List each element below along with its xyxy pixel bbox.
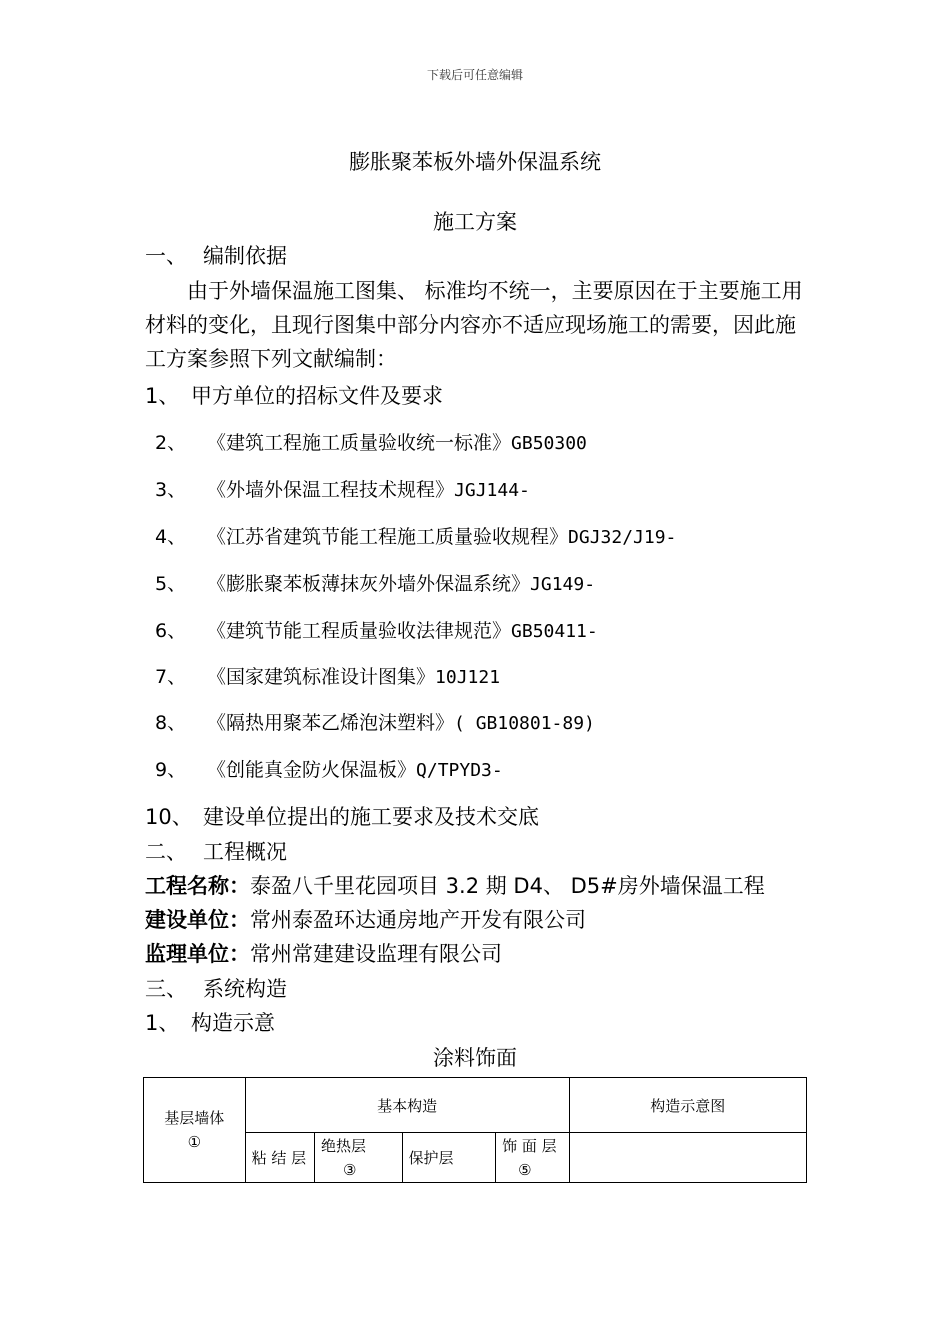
reference-item [155, 522, 676, 549]
section-title: 工程概况 [203, 840, 287, 864]
reference-code: Q/TPYD3- [416, 760, 503, 781]
layer-number: ⑤ [518, 1160, 532, 1179]
bonding-layer-cell [245, 1133, 314, 1183]
basic-structure-cell: 基本构造 [245, 1078, 569, 1133]
section-number: 二、 [145, 840, 187, 864]
reference-number: 2、 [155, 432, 187, 454]
reference-code: 10J121 [435, 667, 501, 688]
reference-number: 5、 [155, 573, 187, 595]
info-label: 建设单位： [145, 908, 250, 932]
reference-code: JGJ144- [454, 480, 530, 501]
layer-label: 饰 面 层 [502, 1136, 557, 1155]
section-number: 一、 [145, 244, 187, 268]
reference-number: 4、 [155, 526, 187, 548]
layer-number: ③ [343, 1160, 357, 1179]
reference-number: 6、 [155, 620, 187, 642]
coating-title: 涂料饰面 [433, 1046, 517, 1070]
section-heading-2 [145, 836, 287, 866]
reference-text: 建设单位提出的施工要求及技术交底 [203, 805, 539, 829]
reference-code: GB50411- [511, 621, 598, 642]
builder-row [145, 904, 586, 934]
subsection-number: 1、 [145, 1011, 180, 1035]
protective-layer-cell [402, 1133, 496, 1183]
reference-item [155, 569, 595, 596]
reference-item [155, 428, 587, 455]
reference-code: JG149- [530, 574, 596, 595]
document-title: 膨胀聚苯板外墙外保温系统 [349, 150, 601, 174]
reference-item [155, 616, 598, 643]
diagram-header-cell: 构造示意图 [569, 1078, 806, 1133]
layer-label: 绝热层 [321, 1136, 367, 1155]
reference-text: 《创能真金防火保温板》 [207, 759, 417, 781]
reference-number: 9、 [155, 759, 187, 781]
header-note: 下载后可任意编辑 [426, 68, 523, 82]
reference-number: 1、 [145, 384, 180, 408]
reference-text: 《外墙外保温工程技术规程》 [207, 479, 455, 501]
info-value: 常州常建建设监理有限公司 [250, 942, 502, 966]
reference-text: 《国家建筑标准设计图集》 [207, 666, 436, 688]
reference-code: ( GB10801-89) [454, 713, 595, 734]
project-name-row [145, 870, 765, 900]
info-value: 泰盈八千里花园项目 3.2 期 D4、 D5#房外墙保温工程 [250, 874, 765, 898]
section-title: 编制依据 [203, 244, 287, 268]
section-heading-1 [145, 240, 287, 270]
section-title: 系统构造 [203, 977, 287, 1001]
base-wall-number: ① [187, 1133, 202, 1151]
reference-number: 7、 [155, 666, 187, 688]
subsection-title: 构造示意 [191, 1011, 275, 1035]
section-heading-3 [145, 973, 287, 1003]
info-label: 监理单位： [145, 942, 250, 966]
layer-label: 粘 结 层 [251, 1148, 307, 1167]
section-number: 三、 [145, 977, 187, 1001]
reference-text: 《膨胀聚苯板薄抹灰外墙外保温系统》 [207, 573, 531, 595]
info-value: 常州泰盈环达通房地产开发有限公司 [250, 908, 586, 932]
reference-item [145, 801, 539, 831]
reference-item [145, 380, 443, 410]
base-wall-cell [144, 1078, 246, 1183]
reference-code: GB50300 [511, 433, 587, 454]
supervisor-row [145, 938, 502, 968]
document-subtitle: 施工方案 [433, 210, 517, 234]
reference-number: 10、 [145, 805, 193, 829]
reference-text: 《隔热用聚苯乙烯泡沫塑料》 [207, 712, 455, 734]
base-wall-label: 基层墙体 [164, 1109, 225, 1127]
reference-text: 《建筑节能工程质量验收法律规范》 [207, 620, 512, 642]
finish-layer-cell [496, 1133, 569, 1183]
reference-text: 《建筑工程施工质量验收统一标准》 [207, 432, 512, 454]
reference-item [155, 662, 500, 689]
insulation-layer-cell [315, 1133, 403, 1183]
diagram-cell [569, 1133, 806, 1183]
info-label: 工程名称： [145, 874, 250, 898]
layer-label: 保护层 [408, 1148, 454, 1167]
reference-number: 8、 [155, 712, 187, 734]
reference-number: 3、 [155, 479, 187, 501]
reference-text: 甲方单位的招标文件及要求 [191, 384, 443, 408]
intro-paragraph: 由于外墙保温施工图集、 标准均不统一，主要原因在于主要施工用材料的变化，且现行图集中部分内容亦不适应现场施工的需要，因此施工方案参照下列文献编制： [145, 279, 803, 371]
structure-table [143, 1077, 807, 1183]
reference-code: DGJ32/J19- [568, 527, 677, 548]
subsection-heading [145, 1007, 275, 1037]
reference-item [155, 755, 503, 782]
reference-item [155, 475, 530, 502]
reference-item [155, 708, 595, 735]
reference-text: 《江苏省建筑节能工程施工质量验收规程》 [207, 526, 569, 548]
